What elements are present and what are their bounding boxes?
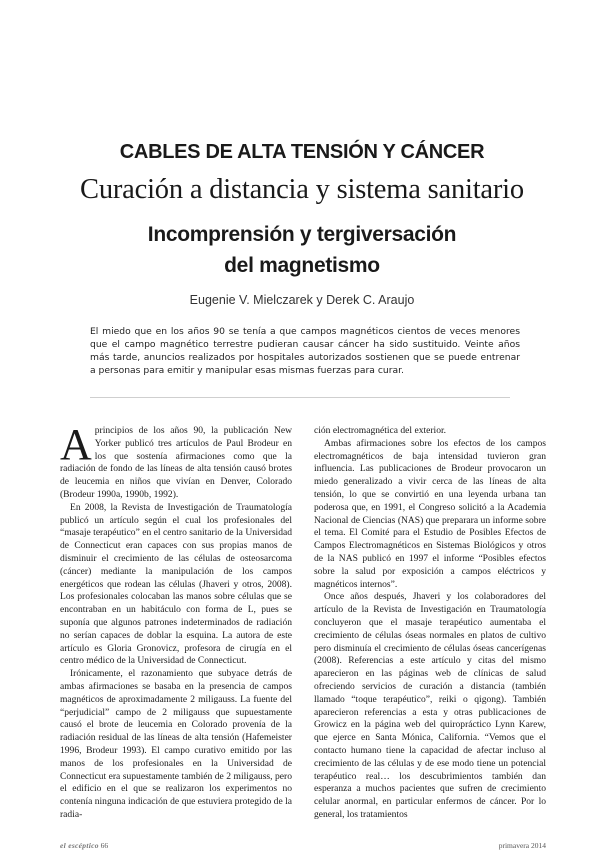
article-subhead — [0, 219, 604, 281]
left-paragraph-3: Irónicamente, el razonamiento que subyace detrás de ambas afirmaciones se basaba en la presencia de campos magnéticos de aproximadamente 2 miligauss. La fuente del “perjudicial” campo de 2 miligauss que supuestamente causó el brote de leucemia en Colorado provenía de la radiación residual de las líneas de alta tensión (Hafemeister 1996, Brodeur 1993). El campo curativo emitido por las manos de los profesionales en la Universidad de Connecticut era supuestamente también de 2 miligauss, pero el edificio en el que se realizaron los experimentos no contenía ninguna indicación de que estuviera protegido de la radia- — [60, 668, 292, 820]
left-paragraph-1-text: principios de los años 90, la publicación New Yorker publicó tres artículos de Paul Brodeur en los que sostenía afirmaciones como que la radiación de fondo de las líneas de alta tensión causó brotes de leucemia en niños que vivían en Denver, Colorado (Brodeur 1990a, 1990b, 1992). — [60, 425, 292, 500]
article-authors: Eugenie V. Mielczarek y Derek C. Araujo — [189, 293, 415, 307]
left-paragraph-1 — [60, 420, 292, 502]
abstract-divider — [90, 397, 510, 398]
right-paragraph-2: Ambas afirmaciones sobre los efectos de los campos electromagnéticos de baja intensidad tuvieron gran influencia. Las publicaciones de Brodeur provocaron un miedo generalizado a vivir cerca de las líneas de alta tensión, lo que se convirtió en una leyenda urbana tan poderosa que, en 1991, el Congreso solicitó a la Academia Nacional de Ciencias (NAS) que preparara un informe sobre el tema. El Comité para el Estudio de Posibles Efectos de Campos Electromagnéticos en Sistemas Biológicos y otros de la NAS publicó en 1997 el informe “Posibles efectos sobre la salud por exposición a campos eléctricos y magnéticos internos”. — [314, 437, 546, 590]
footer-page-number: 66 — [100, 841, 109, 850]
right-column — [314, 425, 546, 822]
footer-left — [60, 841, 108, 850]
left-column — [60, 420, 292, 822]
drop-cap: A — [60, 420, 92, 469]
article-headline: Curación a distancia y sistema sanitario — [80, 174, 524, 205]
right-paragraph-1: ción electromagnética del exterior. — [314, 425, 447, 436]
footer-magazine-name: el escéptico — [60, 841, 99, 850]
article-abstract: El miedo que en los años 90 se tenía a que campos magnéticos cientos de veces menores que el campo magnético terrestre pudieran causar cáncer ha sido sustituido. Veinte años más tarde, anuncios realizados por hospitales autorizados sostienen que se puede entrenar a personas para emitir y manipular esas mismas fuerzas para curar. — [90, 326, 520, 376]
article-kicker: CABLES DE ALTA TENSIÓN Y CÁNCER — [119, 141, 485, 163]
subhead-line-2: del magnetismo — [224, 254, 380, 277]
right-paragraph-3: Once años después, Jhaveri y los colaboradores del artículo de la Revista de Investigación en Traumatología concluyeron que el masaje terapéutico aumentaba el crecimiento de células óseas normales en platos de cultivo pero disminuía el crecimiento de células óseas cancerígenas (2008). Referencias a este artículo y citas del mismo aparecieron en las páginas web de clínicas de salud ofreciendo servicios de curación a distancia (también llamado “toque terapéutico”, reiki o qigong). También aparecieron referencias a esta y otras publicaciones de Growicz en la página web del quiropráctico Lynn Karew, que ejerce en Santa Mónica, California. “Vemos que el contacto humano tiene la capacidad de afectar incluso al crecimiento de las células y de ese modo tiene un potencial terapéutico real… los descubrimientos también dan esperanza a muchos pacientes que sufren de crecimiento celular anormal, en particular enfermos de cáncer. Por lo general, los tratamientos — [314, 591, 546, 820]
left-paragraph-2: En 2008, la Revista de Investigación de Traumatología publicó un artículo según el cual los profesionales del “masaje terapéutico” en el centro sanitario de la Universidad de Connecticut eran capaces con sus propias manos de disminuir el crecimiento de las células de osteosarcoma (cáncer) mediante la manipulación de los campos energéticos que rodean las células (Jhaveri y otros, 2008). Los profesionales colocaban las manos sobre células que se encontraban en un habitáculo con forma de L, pues se suponía que algunos patrones indeterminados de radiación no serían capaces de doblar la esquina. La autora de este artículo es Gloria Gronovicz, profesora de cirugía en el centro médico de la Universidad de Connecticut. — [60, 501, 292, 667]
footer-season: primavera 2014 — [498, 841, 546, 850]
subhead-line-1: Incomprensión y tergiversación — [147, 223, 457, 246]
